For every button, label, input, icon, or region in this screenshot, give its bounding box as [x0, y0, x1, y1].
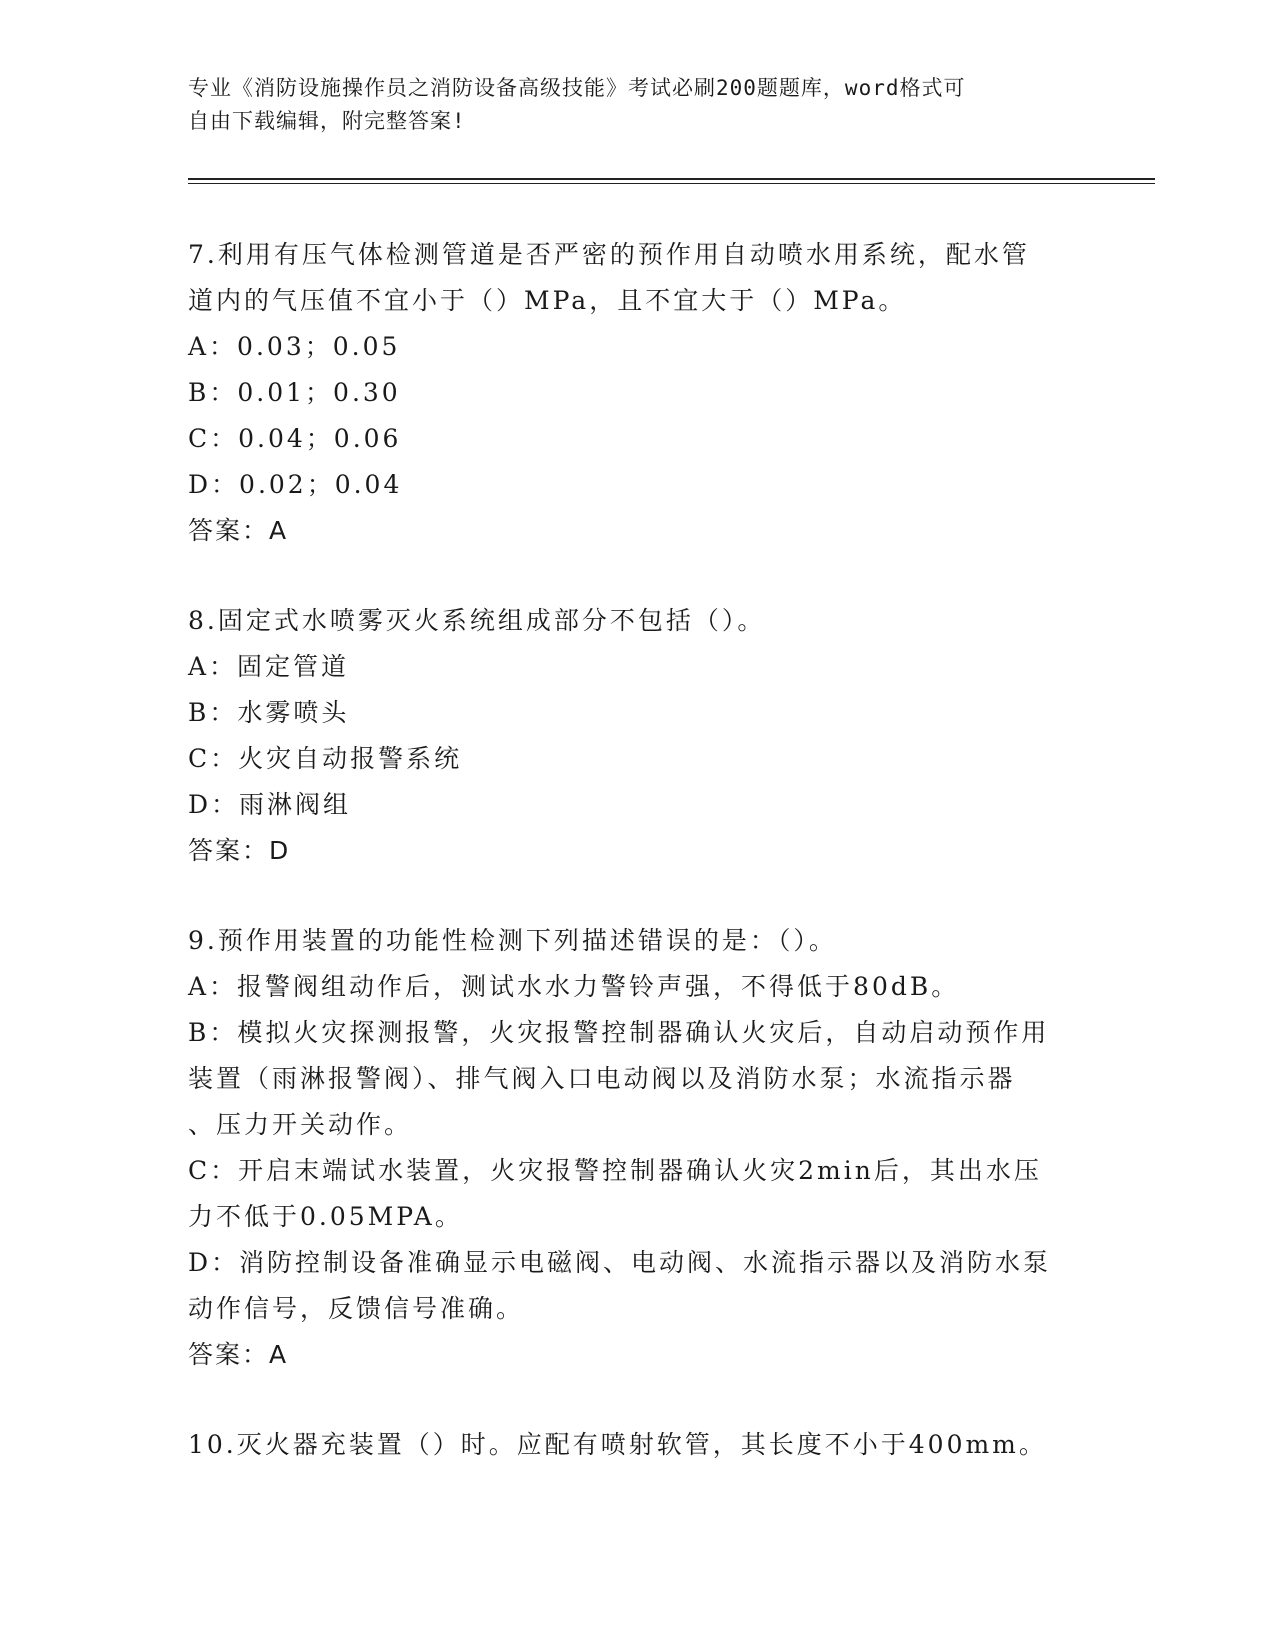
- option-line: 、压力开关动作。: [188, 1110, 413, 1139]
- option-line: 力不低于0.05MPA。: [188, 1202, 463, 1231]
- answer-line: 答案：D: [188, 836, 291, 865]
- question-stem-line: 道内的气压值不宜小于（）MPa，且不宜大于（）MPa。: [188, 286, 907, 315]
- document-header: [188, 72, 1068, 138]
- header-divider: [188, 178, 1155, 184]
- question-block: [188, 918, 1088, 1378]
- option-line: 装置（雨淋报警阀）、排气阀入口电动阀以及消防水泵；水流指示器: [188, 1064, 1016, 1093]
- option-line: C：开启末端试水装置，火灾报警控制器确认火灾2min后，其出水压: [188, 1156, 1042, 1185]
- option-line: 动作信号，反馈信号准确。: [188, 1294, 525, 1323]
- option-line: D：0.02；0.04: [188, 470, 403, 499]
- question-stem-line: 10.灭火器充装置（）时。应配有喷射软管，其长度不小于400mm。: [188, 1430, 1047, 1459]
- question-block: [188, 1422, 1088, 1468]
- answer-line: 答案：A: [188, 1340, 289, 1369]
- question-stem-line: 8.固定式水喷雾灭火系统组成部分不包括（）。: [188, 606, 766, 635]
- header-line-2: 自由下载编辑，附完整答案!: [188, 109, 466, 133]
- option-line: A：固定管道: [188, 652, 350, 681]
- question-block: [188, 598, 1088, 874]
- option-line: B：0.01；0.30: [188, 378, 401, 407]
- question-stem-line: 9.预作用装置的功能性检测下列描述错误的是：（）。: [188, 926, 837, 955]
- answer-line: 答案：A: [188, 516, 289, 545]
- option-line: C：火灾自动报警系统: [188, 744, 463, 773]
- option-line: D：消防控制设备准确显示电磁阀、电动阀、水流指示器以及消防水泵: [188, 1248, 1052, 1277]
- option-line: C：0.04；0.06: [188, 424, 402, 453]
- option-line: A：0.03；0.05: [188, 332, 401, 361]
- question-stem-line: 7.利用有压气体检测管道是否严密的预作用自动喷水用系统，配水管: [188, 240, 1030, 269]
- option-line: D：雨淋阀组: [188, 790, 352, 819]
- question-list: [188, 232, 1088, 1512]
- header-line-1: 专业《消防设施操作员之消防设备高级技能》考试必刷200题题库，word格式可: [188, 76, 966, 100]
- option-line: B：模拟火灾探测报警，火灾报警控制器确认火灾后，自动启动预作用: [188, 1018, 1050, 1047]
- option-line: B：水雾喷头: [188, 698, 350, 727]
- option-line: A：报警阀组动作后，测试水水力警铃声强，不得低于80dB。: [188, 972, 960, 1001]
- question-block: [188, 232, 1088, 554]
